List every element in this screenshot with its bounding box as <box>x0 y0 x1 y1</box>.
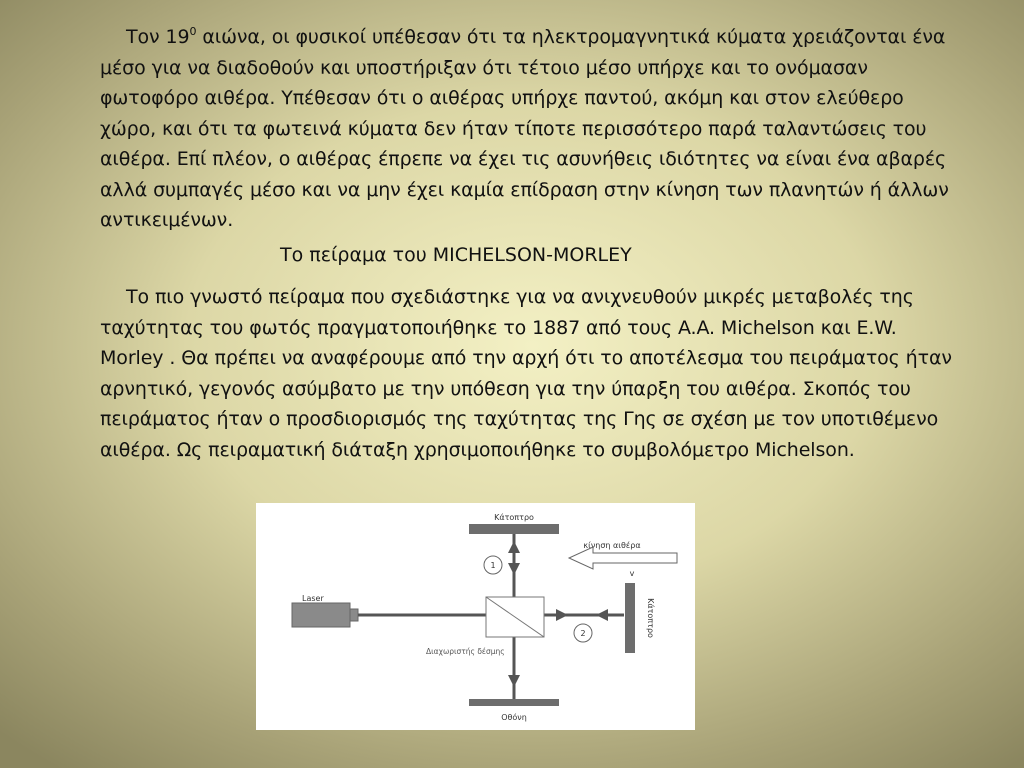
paragraph2-body: Το πιο γνωστό πείραμα που σχεδιάστηκε για να ανιχνευθούν μικρές μεταβολές της ταχύτητας του φωτός πραγματοποιήθηκε το 1887 από τους A.A. Michelson και E.W. Morley . Θα πρέπει να αναφέρουμε από την αρχή ότι το αποτέλεσμα του πειράματος ήταν αρνητικό, γεγονός ασύμβατο με την υπόθεση για την ύπαρξη του αιθέρα. Σκοπός του πειράματος ήταν ο προσδιορισμός της ταχύτητας της Γης σε σχέση με τον υποτιθέμενο αιθέρα. Ως πειραματική διάταξη χρησιμοποιήθηκε το συμβολόμετρο Michelson. <box>100 286 952 461</box>
laser-body <box>292 603 350 627</box>
beam-arrow-right <box>556 609 568 621</box>
top-mirror-plate <box>469 524 559 534</box>
paragraph-ether-history <box>100 22 960 236</box>
michelson-interferometer-diagram <box>256 503 695 730</box>
beam-arrow-screen <box>508 675 520 687</box>
paragraph1-lead: Τον 19 <box>126 26 190 48</box>
path2-label: 2 <box>580 629 586 638</box>
laser-nozzle <box>350 609 358 621</box>
path1-label: 1 <box>490 561 496 570</box>
screen-label: Οθόνη <box>501 713 527 722</box>
beam-arrow-down <box>508 563 520 575</box>
ether-motion-arrow <box>569 547 677 569</box>
velocity-label: v <box>629 569 635 578</box>
paragraph1-superscript: 0 <box>189 24 197 38</box>
section-heading: Το πείραμα του MICHELSON-MORLEY <box>280 244 632 266</box>
right-mirror-plate <box>625 583 635 653</box>
paragraph-experiment <box>100 282 960 465</box>
beam-splitter-label: Διαχωριστής δέσμης <box>426 647 505 656</box>
paragraph1-body: αιώνα, οι φυσικοί υπέθεσαν ότι τα ηλεκτρομαγνητικά κύματα χρειάζονται ένα μέσο για να διαδοθούν και υποστήριξαν ότι τέτοιο μέσο υπήρχε και το ονόμασαν φωτοφόρο αιθέρα. Υπέθεσαν ότι ο αιθέρας υπήρχε παντού, ακόμη και στον ελεύθερο χώρο, και ότι τα φωτεινά κύματα δεν ήταν τίποτε περισσότερο παρά ταλαντώσεις του αιθέρα. Επί πλέον, ο αιθέρας έπρεπε να έχει τις ασυνήθεις ιδιότητες να είναι ένα αβαρές αλλά συμπαγές μέσο και να μην έχει καμία επίδραση στην κίνηση των πλανητών ή άλλων αντικειμένων. <box>100 26 949 231</box>
right-mirror-label: Κάτοπτρο <box>646 598 655 638</box>
beam-arrow-up <box>508 541 520 553</box>
laser-label: Laser <box>302 594 324 603</box>
screen-plate <box>469 699 559 706</box>
top-mirror-label: Κάτοπτρο <box>494 513 534 522</box>
beam-arrow-left <box>596 609 608 621</box>
ether-motion-label: κίνηση αιθέρα <box>583 541 641 550</box>
